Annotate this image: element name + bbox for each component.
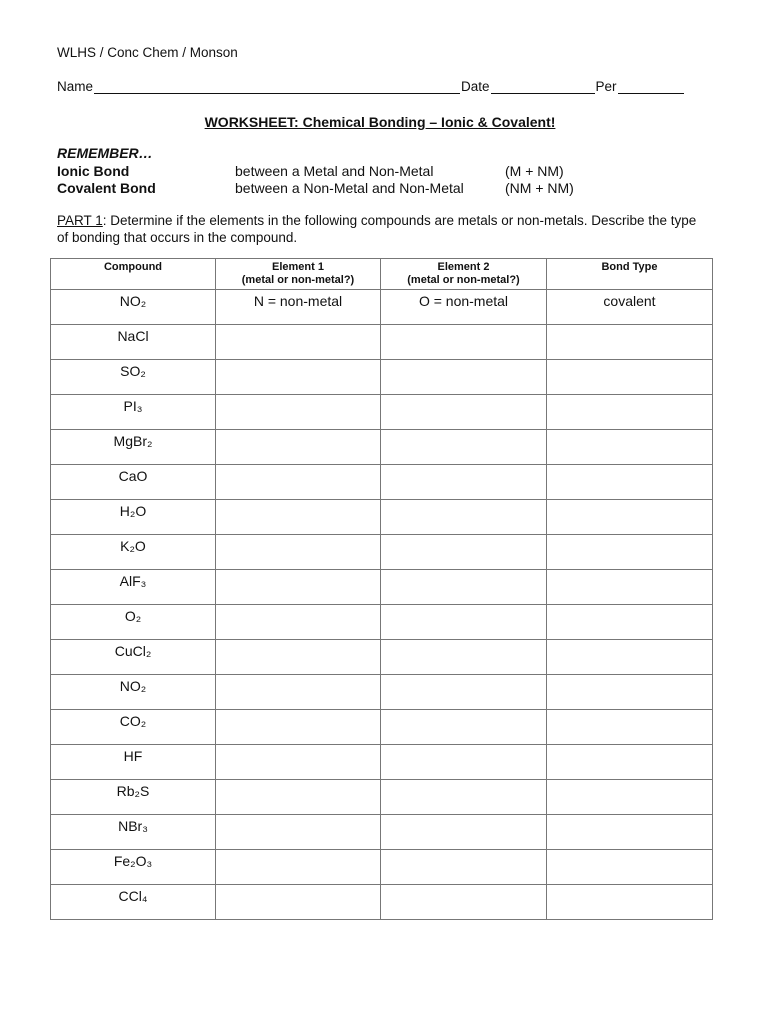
header-element1 [216, 259, 381, 290]
element2-cell[interactable] [381, 780, 547, 815]
bond-type-cell[interactable] [547, 675, 713, 710]
part1-instructions [57, 212, 709, 246]
element1-cell[interactable] [216, 675, 381, 710]
period-blank[interactable] [618, 81, 684, 94]
remember-heading: REMEMBER… [57, 145, 153, 161]
worksheet-title [0, 114, 760, 130]
student-info-row [57, 79, 685, 94]
course-header: WLHS / Conc Chem / Monson [57, 45, 238, 60]
compound-cell: NaCl [51, 325, 216, 360]
element1-cell[interactable] [216, 745, 381, 780]
ionic-term: Ionic Bond [57, 163, 130, 179]
table-row [51, 640, 713, 675]
element2-cell[interactable] [381, 465, 547, 500]
compound-cell: NO₂ [51, 290, 216, 325]
covalent-term: Covalent Bond [57, 180, 156, 196]
header-element2-text: Element 2 [437, 261, 490, 273]
compound-cell: Rb₂S [51, 780, 216, 815]
ionic-desc: between a Metal and Non-Metal [235, 163, 434, 179]
table-row [51, 675, 713, 710]
bond-type-cell[interactable] [547, 850, 713, 885]
ionic-abbr: (M + NM) [505, 163, 564, 179]
element2-cell[interactable] [381, 640, 547, 675]
table-header-row [51, 259, 713, 290]
covalent-desc: between a Non-Metal and Non-Metal [235, 180, 464, 196]
table-row [51, 885, 713, 920]
worksheet-title-text: WORKSHEET: Chemical Bonding – Ionic & Covalent! [204, 114, 556, 130]
bond-type-cell[interactable] [547, 570, 713, 605]
element2-cell[interactable]: O = non-metal [381, 290, 547, 325]
compound-cell: PI₃ [51, 395, 216, 430]
element1-cell[interactable] [216, 780, 381, 815]
header-element1-sub: (metal or non-metal?) [241, 274, 355, 286]
element1-cell[interactable] [216, 815, 381, 850]
compound-cell: K₂O [51, 535, 216, 570]
element1-cell[interactable] [216, 710, 381, 745]
header-element2 [381, 259, 547, 290]
table-row [51, 465, 713, 500]
element2-cell[interactable] [381, 710, 547, 745]
element1-cell[interactable] [216, 535, 381, 570]
compound-cell: O₂ [51, 605, 216, 640]
element1-cell[interactable] [216, 570, 381, 605]
element2-cell[interactable] [381, 885, 547, 920]
element2-cell[interactable] [381, 675, 547, 710]
name-label: Name [57, 79, 94, 94]
table-row [51, 535, 713, 570]
table-row [51, 360, 713, 395]
table-row [51, 605, 713, 640]
table-row [51, 290, 713, 325]
compound-cell: NO₂ [51, 675, 216, 710]
name-blank[interactable] [94, 81, 460, 94]
table-row [51, 395, 713, 430]
header-bond-type-text: Bond Type [601, 261, 658, 273]
compound-cell: MgBr₂ [51, 430, 216, 465]
element2-cell[interactable] [381, 500, 547, 535]
bond-type-cell[interactable] [547, 325, 713, 360]
period-label: Per [595, 79, 617, 94]
bond-type-cell[interactable] [547, 430, 713, 465]
compound-cell: H₂O [51, 500, 216, 535]
header-compound-text: Compound [103, 261, 163, 273]
compound-cell: CCl₄ [51, 885, 216, 920]
element2-cell[interactable] [381, 360, 547, 395]
table-row [51, 570, 713, 605]
element1-cell[interactable] [216, 500, 381, 535]
table-row [51, 815, 713, 850]
compound-cell: SO₂ [51, 360, 216, 395]
header-element1-text: Element 1 [272, 261, 324, 273]
bond-type-cell[interactable] [547, 780, 713, 815]
table-row [51, 325, 713, 360]
part1-label: PART 1 [57, 213, 103, 228]
table-row [51, 780, 713, 815]
date-blank[interactable] [491, 81, 595, 94]
element1-cell[interactable] [216, 430, 381, 465]
header-compound [51, 259, 216, 290]
bond-type-cell[interactable] [547, 395, 713, 430]
element2-cell[interactable] [381, 570, 547, 605]
compound-cell: CuCl₂ [51, 640, 216, 675]
bond-type-cell[interactable] [547, 500, 713, 535]
bond-type-cell[interactable]: covalent [547, 290, 713, 325]
compound-cell: NBr₃ [51, 815, 216, 850]
element1-cell[interactable] [216, 605, 381, 640]
element2-cell[interactable] [381, 850, 547, 885]
date-label: Date [461, 79, 490, 94]
element1-cell[interactable] [216, 395, 381, 430]
bond-type-cell[interactable] [547, 465, 713, 500]
element2-cell[interactable] [381, 605, 547, 640]
compound-cell: HF [51, 745, 216, 780]
element1-cell[interactable] [216, 465, 381, 500]
table-row [51, 745, 713, 780]
header-element2-sub: (metal or non-metal?) [407, 274, 520, 286]
table-row [51, 850, 713, 885]
compound-cell: Fe₂O₃ [51, 850, 216, 885]
header-bond-type [547, 259, 713, 290]
bond-type-cell[interactable] [547, 885, 713, 920]
element2-cell[interactable] [381, 745, 547, 780]
bond-type-cell[interactable] [547, 535, 713, 570]
table-row [51, 430, 713, 465]
bond-type-cell[interactable] [547, 605, 713, 640]
bond-type-cell[interactable] [547, 745, 713, 780]
compound-cell: AlF₃ [51, 570, 216, 605]
element1-cell[interactable] [216, 325, 381, 360]
bond-type-cell[interactable] [547, 815, 713, 850]
covalent-abbr: (NM + NM) [505, 180, 574, 196]
element1-cell[interactable] [216, 885, 381, 920]
element2-cell[interactable] [381, 325, 547, 360]
element1-cell[interactable] [216, 640, 381, 675]
element2-cell[interactable] [381, 395, 547, 430]
table-row [51, 500, 713, 535]
bond-type-cell[interactable] [547, 360, 713, 395]
element2-cell[interactable] [381, 430, 547, 465]
element2-cell[interactable] [381, 815, 547, 850]
bonding-table [50, 258, 713, 920]
bond-type-cell[interactable] [547, 710, 713, 745]
bond-type-cell[interactable] [547, 640, 713, 675]
element1-cell[interactable] [216, 850, 381, 885]
compound-cell: CaO [51, 465, 216, 500]
element1-cell[interactable]: N = non-metal [216, 290, 381, 325]
element2-cell[interactable] [381, 535, 547, 570]
compound-cell: CO₂ [51, 710, 216, 745]
element1-cell[interactable] [216, 360, 381, 395]
part1-text: : Determine if the elements in the following compounds are metals or non-metals. Describe the type of bonding that occurs in the compound. [57, 213, 697, 245]
table-row [51, 710, 713, 745]
